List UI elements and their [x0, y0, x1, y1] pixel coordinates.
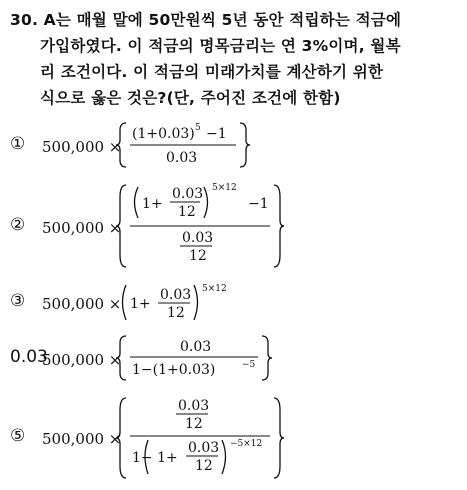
option-2-minus-one: −1 — [248, 196, 269, 212]
option-4-exponent: −5 — [242, 360, 256, 370]
option-4-denominator: 1−(1+0.03) — [132, 362, 216, 378]
option-2-open-paren — [135, 187, 139, 218]
option-5-den-frac-denominator: 12 — [195, 458, 213, 474]
option-5-den-open: 1− 1+ — [132, 450, 178, 466]
option-1-exponent: 5 — [195, 123, 201, 133]
option-2-inner-numerator: 0.03 — [172, 186, 204, 202]
option-2[interactable] — [10, 182, 460, 272]
option-3-exponent: 5×12 — [202, 284, 227, 294]
question-line-1 — [10, 8, 401, 32]
option-5-number: ⑤ — [10, 426, 26, 446]
question-line-4: 식으로 옳은 것은?(단, 주어진 조건에 한함) — [40, 89, 341, 107]
option-2-close-paren — [204, 187, 208, 218]
option-1[interactable] — [10, 120, 460, 170]
option-3-coefficient: 500,000 × — [42, 295, 122, 313]
option-3-expression — [118, 282, 248, 328]
option-3-number: ③ — [10, 291, 26, 311]
option-3-one-plus: 1+ — [130, 296, 151, 312]
option-1-denominator: 0.03 — [166, 150, 198, 166]
option-2-coefficient: 500,000 × — [42, 219, 122, 237]
option-2-den-denominator: 12 — [189, 248, 207, 264]
option-5-num-denominator: 12 — [185, 416, 203, 432]
option-5-den-frac-numerator: 0.03 — [188, 440, 220, 456]
option-4-expression — [118, 334, 278, 386]
option-2-number: ② — [10, 215, 26, 235]
option-5[interactable] — [10, 396, 460, 482]
option-2-inner-denominator: 12 — [178, 204, 196, 220]
option-4-numerator: 0.03 — [180, 339, 212, 355]
option-4-number: 0.03 — [10, 347, 48, 367]
question-line-3: 리 조건이다. 이 적금의 미래가치를 계산하기 위한 — [40, 63, 384, 81]
option-5-coefficient: 500,000 × — [42, 430, 122, 448]
option-1-expression — [118, 120, 278, 174]
option-4-coefficient: 500,000 × — [42, 351, 122, 369]
question-line-2: 가입하였다. 이 적금의 명목금리는 연 3%이며, 월복 — [40, 37, 401, 55]
option-2-exponent: 5×12 — [212, 183, 237, 193]
option-1-minus-one: −1 — [206, 126, 227, 142]
option-5-num-numerator: 0.03 — [178, 398, 210, 414]
option-5-close-paren — [222, 440, 226, 474]
option-2-left-brace — [116, 185, 126, 267]
question-number: 30. — [10, 11, 39, 29]
option-2-expression — [118, 182, 288, 276]
option-2-den-numerator: 0.03 — [182, 230, 214, 246]
option-5-expression — [118, 396, 288, 486]
option-3-open-paren — [123, 285, 127, 320]
option-2-right-brace — [274, 185, 284, 267]
option-4-left-brace — [116, 336, 126, 380]
option-1-right-brace — [240, 123, 250, 167]
option-5-right-brace — [274, 398, 284, 478]
option-3[interactable] — [10, 282, 460, 324]
option-4-right-brace — [262, 336, 272, 380]
option-2-one-plus: 1+ — [142, 196, 163, 212]
question-text-1: A는 매월 말에 50만원씩 5년 동안 적립하는 적금에 — [43, 11, 402, 29]
option-1-coefficient: 500,000 × — [42, 138, 122, 156]
option-3-frac-numerator: 0.03 — [160, 287, 192, 303]
option-4[interactable] — [10, 334, 460, 382]
option-1-numerator: (1+0.03) — [132, 126, 195, 142]
option-3-frac-denominator: 12 — [167, 305, 185, 321]
option-3-close-paren — [194, 285, 198, 320]
option-1-left-brace — [116, 123, 126, 167]
option-5-left-brace — [116, 398, 126, 478]
option-5-exponent: −5×12 — [230, 439, 263, 449]
option-1-number: ① — [10, 134, 26, 154]
